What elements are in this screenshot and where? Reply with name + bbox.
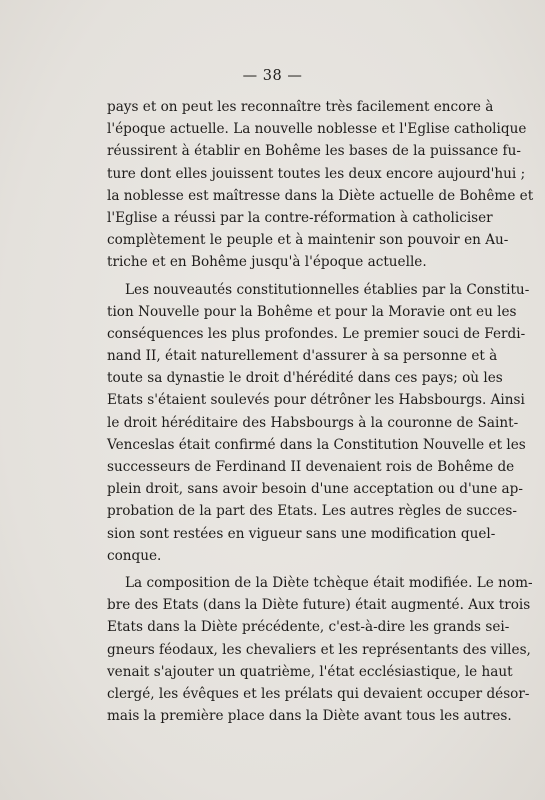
text-line: clergé, les évêques et les prélats qui devaient occuper désor-: [107, 685, 530, 702]
text-line: La composition de la Diète tchèque était modifiée. Le nom-: [125, 574, 533, 591]
text-line: complètement le peuple et à maintenir son pouvoir en Au-: [107, 232, 509, 249]
text-line: conséquences les plus profondes. Le premier souci de Ferdi-: [107, 325, 526, 342]
text-line: réussirent à établir en Bohême les bases de la puissance fu-: [107, 143, 521, 160]
text-line: le droit héréditaire des Habsbourgs à la couronne de Saint-: [107, 414, 519, 431]
text-line: venait s'ajouter un quatrième, l'état ecclésiastique, le haut: [107, 663, 513, 680]
text-line: bre des Etats (dans la Diète future) était augmenté. Aux trois: [107, 597, 531, 614]
text-line: nand II, était naturellement d'assurer à sa personne et à: [107, 348, 498, 365]
paragraph-2: [107, 279, 530, 567]
text-line: Venceslas était confirmé dans la Constitution Nouvelle et les: [107, 436, 526, 453]
text-line: l'époque actuelle. La nouvelle noblesse et l'Eglise catholique: [107, 121, 527, 138]
text-line: Etats dans la Diète précédente, c'est-à-dire les grands sei-: [107, 619, 510, 636]
text-line: plein droit, sans avoir besoin d'une acceptation ou d'une ap-: [107, 481, 523, 498]
text-line: triche et en Bohême jusqu'à l'époque actuelle.: [107, 254, 427, 271]
text-line: probation de la part des Etats. Les autres règles de succes-: [107, 503, 517, 520]
text-line: Les nouveautés constitutionnelles établies par la Constitu-: [125, 281, 530, 298]
text-line: sion sont restées en vigueur sans une modification quel-: [107, 525, 496, 542]
text-line: Etats s'étaient soulevés pour détrôner les Habsbourgs. Ainsi: [107, 392, 525, 409]
text-line: gneurs féodaux, les chevaliers et les représentants des villes,: [107, 641, 531, 658]
text-line: tion Nouvelle pour la Bohême et pour la Moravie ont eu les: [107, 303, 517, 320]
text-line: conque.: [107, 547, 162, 564]
text-line: pays et on peut les reconnaître très facilement encore à: [107, 99, 494, 115]
text-line: successeurs de Ferdinand II devenaient rois de Bohême de: [107, 459, 515, 475]
text-line: mais la première place dans la Diète avant tous les autres.: [107, 708, 512, 725]
body-text: [107, 96, 534, 727]
page-number: — 38 —: [242, 68, 303, 84]
text-line: la noblesse est maîtresse dans la Diète actuelle de Bohême et: [107, 187, 534, 204]
text-line: ture dont elles jouissent toutes les deux encore aujourd'hui ;: [107, 165, 526, 182]
paragraph-3: [107, 572, 533, 727]
text-line: l'Eglise a réussi par la contre-réformation à catholiciser: [107, 209, 493, 226]
text-line: toute sa dynastie le droit d'hérédité dans ces pays; où les: [107, 370, 503, 387]
paragraph-1: [107, 96, 534, 274]
